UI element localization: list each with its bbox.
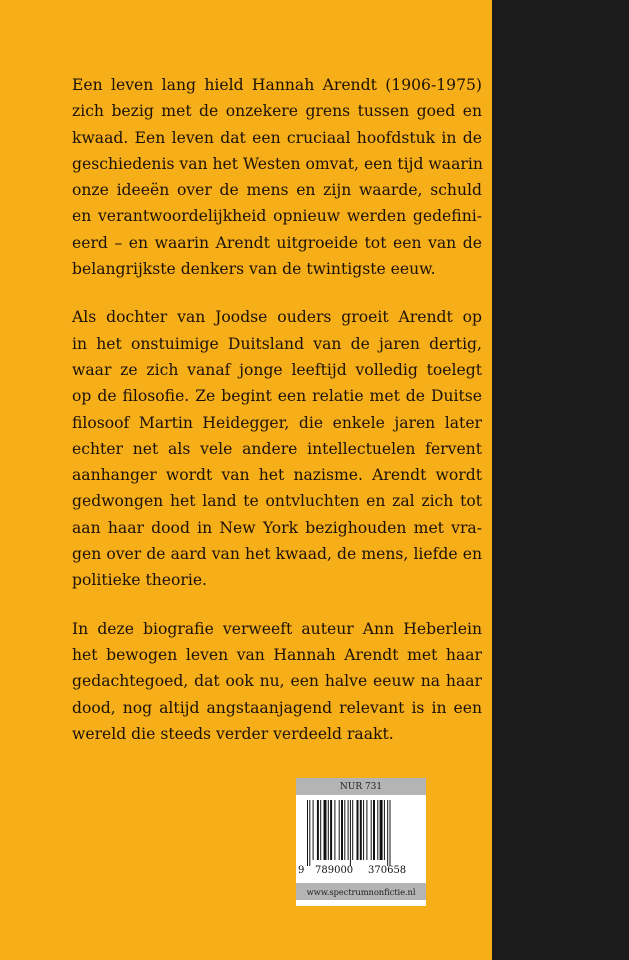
isbn-digits: [298, 865, 424, 879]
blurb-text: [72, 72, 482, 769]
text-line: in het onstuimige Duitsland van de jaren dertig,: [72, 334, 482, 353]
text-line: dood, nog altijd angstaanjagend relevant is in een: [72, 698, 482, 717]
text-line: In deze biografie verweeft auteur Ann Heberlein: [72, 619, 482, 638]
book-spine: [492, 0, 629, 960]
barcode-bar: [309, 800, 310, 866]
text-line: gedwongen het land te ontvluchten en zal zich tot: [72, 492, 482, 511]
publisher-website: www.spectrumnonfictie.nl: [296, 883, 426, 900]
blurb-paragraph-2: [72, 304, 482, 593]
text-line: Als dochter van Joodse ouders groeit Arendt op: [72, 308, 482, 327]
text-line: eerd – en waarin Arendt uitgroeide tot een van de: [72, 233, 482, 252]
barcode-bar: [328, 800, 329, 860]
barcode-bar: [366, 800, 367, 860]
barcode-bar: [363, 800, 364, 860]
text-line: filosoof Martin Heidegger, die enkele jaren later: [72, 413, 482, 432]
text-line: op de filosofie. Ze begint een relatie met de Duitse: [72, 387, 482, 406]
barcode-bar: [384, 800, 385, 860]
text-line: belangrijkste denkers van de twintigste eeuw.: [72, 260, 436, 279]
text-line: echter net als vele andere intellectuelen fervent: [72, 439, 482, 458]
text-line: aanhanger wordt van het nazisme. Arendt wordt: [72, 466, 482, 485]
barcode-bar: [387, 800, 388, 866]
isbn-right-digits: 370658: [368, 865, 407, 876]
barcode-bar: [357, 800, 359, 860]
barcode-bar: [377, 800, 378, 860]
barcode-bar: [334, 800, 335, 860]
text-line: geschiedenis van het Westen omvat, een tijd waarin: [72, 154, 483, 173]
barcode-bar: [320, 800, 321, 860]
text-line: waar ze zich vanaf jonge leeftijd volledig toelegt: [72, 360, 482, 379]
barcode-bar: [330, 800, 332, 860]
barcode-bar: [341, 800, 343, 860]
barcode-bar: [307, 800, 308, 866]
barcode-bar: [324, 800, 327, 860]
barcode-bar: [352, 800, 353, 860]
text-line: zich bezig met de onzekere grens tussen goed en: [72, 102, 482, 121]
text-line: gedachtegoed, dat ook nu, een halve eeuw na haar: [72, 672, 482, 691]
isbn-first-digit: 9: [298, 865, 305, 876]
barcode-bar: [390, 800, 391, 866]
blurb-paragraph-1: [72, 72, 482, 282]
text-line: gen over de aard van het kwaad, de mens, liefde en: [72, 545, 482, 564]
text-line: aan haar dood in New York bezighouden met vra-: [72, 518, 482, 537]
isbn-barcode-label: [296, 778, 426, 906]
barcode-bar: [371, 800, 372, 860]
text-line: kwaad. Een leven dat een cruciaal hoofdstuk in de: [72, 128, 482, 147]
text-line: en verantwoordelijkheid opnieuw werden gedefini-: [72, 207, 482, 226]
nur-code: NUR 731: [296, 778, 426, 795]
barcode-bar: [317, 800, 319, 860]
barcode-bar: [350, 800, 351, 866]
isbn-left-digits: 789000: [315, 865, 354, 876]
text-line: wereld die steeds verder verdeeld raakt.: [72, 724, 394, 743]
blurb-paragraph-3: [72, 616, 482, 747]
text-line: onze ideeën over de mens en zijn waarde, schuld: [72, 181, 482, 200]
barcode-bar: [313, 800, 314, 860]
text-line: het bewogen leven van Hannah Arendt met haar: [72, 645, 482, 664]
barcode-bar: [339, 800, 340, 860]
barcode-bar: [344, 800, 345, 860]
barcode-bar: [373, 800, 375, 860]
barcode-bar: [380, 800, 383, 860]
text-line: Een leven lang hield Hannah Arendt (1906-1975): [72, 76, 482, 94]
barcode-icon: [306, 800, 418, 866]
text-line: politieke theorie.: [72, 571, 208, 590]
barcode-bar: [360, 800, 362, 860]
barcode-bar: [348, 800, 349, 860]
